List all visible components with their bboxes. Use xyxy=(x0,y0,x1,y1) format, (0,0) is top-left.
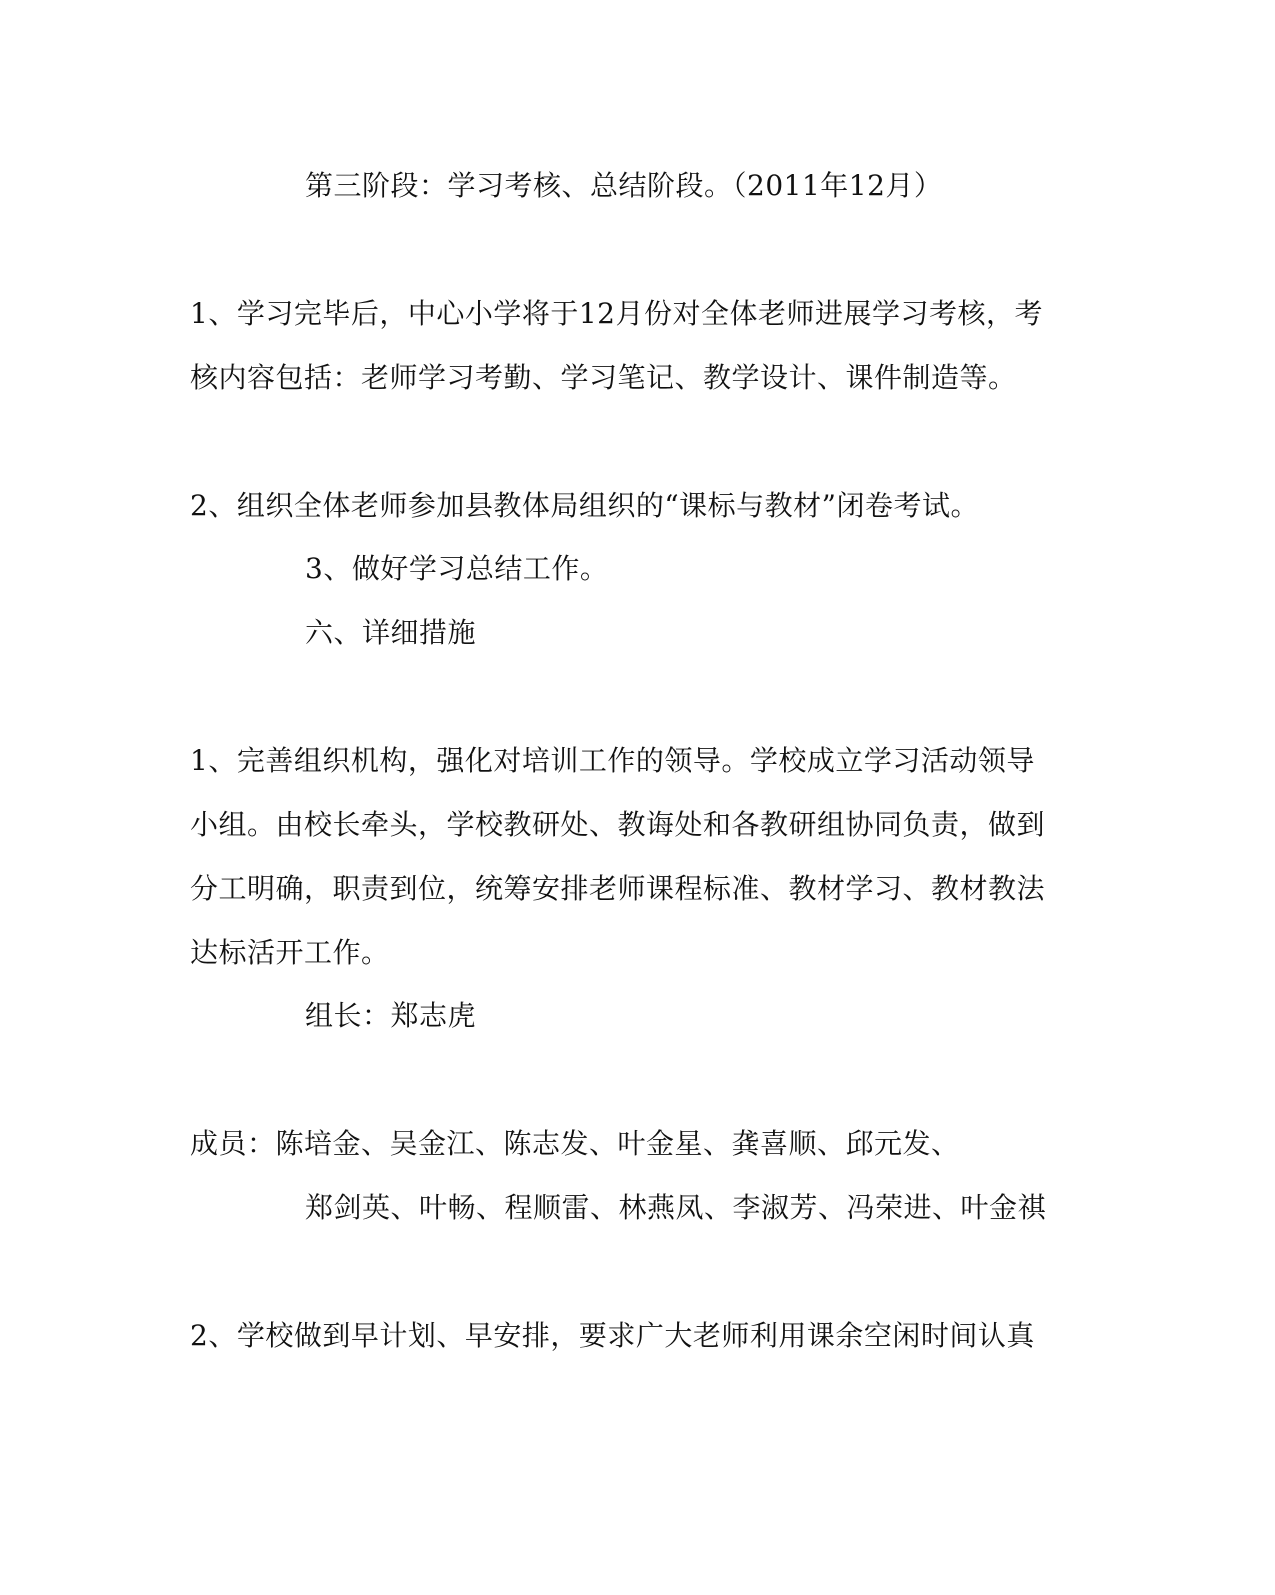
measure-1-line-2: 小组。由校长牵头，学校教研处、教诲处和各教研组协同负责，做到 xyxy=(190,808,1046,841)
paragraph-2: 2、组织全体老师参加县教体局组织的“课标与教材”闭卷考试。 xyxy=(190,489,979,522)
stage-title: 第三阶段：学习考核、总结阶段。（2011年12月） xyxy=(305,169,943,202)
group-members-line-1: 成员：陈培金、吴金江、陈志发、叶金星、龚喜顺、邱元发、 xyxy=(190,1127,960,1160)
group-members-line-2: 郑剑英、叶畅、程顺雷、林燕凤、李淑芳、冯荣进、叶金祺 xyxy=(305,1191,1047,1224)
measure-1-line-1: 1、完善组织机构，强化对培训工作的领导。学校成立学习活动领导 xyxy=(190,744,1035,777)
paragraph-1-line-2: 核内容包括：老师学习考勤、学习笔记、教学设计、课件制造等。 xyxy=(190,361,1017,394)
measure-2-line-1: 2、学校做到早计划、早安排，要求广大老师利用课余空闲时间认真 xyxy=(190,1319,1035,1352)
measure-1-line-4: 达标活开工作。 xyxy=(190,936,390,969)
paragraph-1-line-1: 1、学习完毕后，中心小学将于12月份对全体老师进展学习考核，考 xyxy=(190,297,1043,330)
paragraph-3: 3、做好学习总结工作。 xyxy=(305,552,609,585)
group-leader: 组长：郑志虎 xyxy=(305,999,477,1032)
measure-1-line-3: 分工明确，职责到位，统筹安排老师课程标准、教材学习、教材教法 xyxy=(190,872,1046,905)
section-heading-six: 六、详细措施 xyxy=(305,616,477,649)
